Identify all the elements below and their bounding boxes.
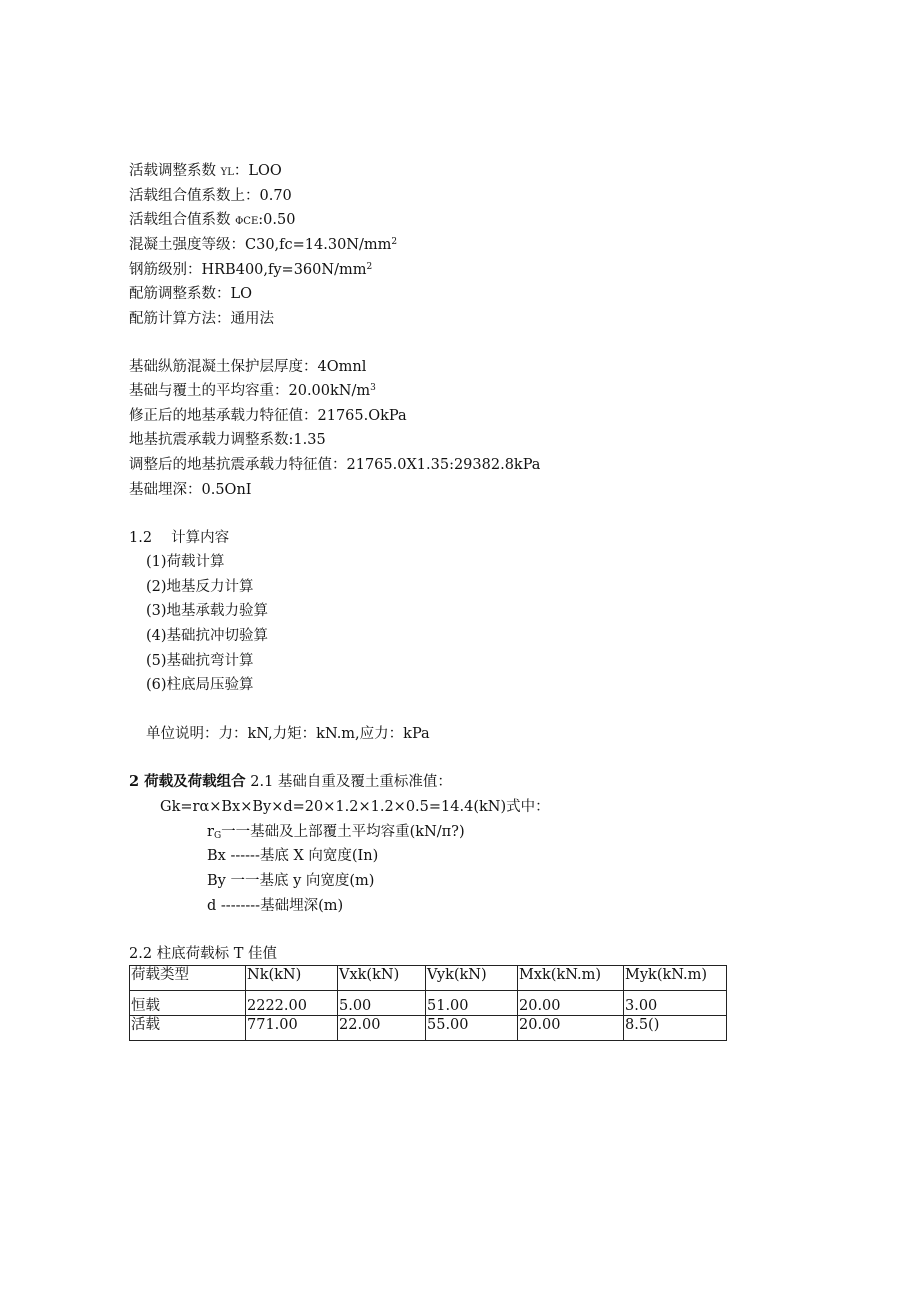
average-unit-weight: 基础与覆土的平均容重：$20.00kN/m^3$	[129, 383, 376, 399]
def-unit-weight: $r_G$一一基础及上部覆土平均容重(kN/π?)	[207, 824, 465, 841]
section-2-heading: 2 荷载及荷载组合 2.1 基础自重及覆土重标准值：	[129, 773, 452, 790]
live-load-combination-factor: 活载组合值系数上：0.70	[129, 188, 292, 204]
table-caption: 2.2 柱底荷载标 T 佳值	[129, 946, 278, 962]
table-cell: 2222.00	[246, 991, 338, 1016]
table-header-cell: Mxk(kN.m)	[518, 966, 624, 991]
adjusted-seismic-capacity: 调整后的地基抗震承载力特征值：21765.0X1.35:29382.8kPa	[129, 457, 541, 473]
table-row	[130, 1016, 727, 1041]
table-header-row	[130, 966, 727, 991]
table-header-cell: Myk(kN.m)	[624, 966, 727, 991]
table-cell: 3.00	[624, 991, 727, 1016]
content-item: (3)地基承载力验算	[146, 603, 269, 619]
units-note: 单位说明：力：kN,力矩：kN.m,应力：kPa	[146, 726, 430, 742]
table-cell: 22.00	[338, 1016, 426, 1041]
content-item: (1)荷载计算	[146, 554, 225, 570]
table-cell: 恒载	[130, 991, 246, 1016]
content-item: (2)地基反力计算	[146, 579, 254, 595]
table-cell: 55.00	[426, 1016, 518, 1041]
foundation-depth: 基础埋深：0.5OnI	[129, 482, 252, 498]
corrected-bearing-capacity: 修正后的地基承载力特征值：21765.OkPa	[129, 408, 407, 424]
table-cell: 771.00	[246, 1016, 338, 1041]
content-item: (6)柱底局压验算	[146, 677, 254, 693]
live-load-combination-factor-ce: 活载组合值系数 ΦCE:0.50	[129, 212, 296, 228]
def-by: By 一一基底 y 向宽度(m)	[207, 873, 375, 889]
table-cell: 20.00	[518, 991, 624, 1016]
section-1-2-heading: 1.2 计算内容	[129, 530, 230, 546]
content-item: (5)基础抗弯计算	[146, 653, 254, 669]
table-header-cell: 荷载类型	[130, 966, 246, 991]
self-weight-formula: Gk=rα×Bx×By×d=20×1.2×1.2×0.5=14.4(kN)式中：	[160, 799, 550, 815]
rebar-cover-thickness: 基础纵筋混凝土保护层厚度：4Omnl	[129, 359, 367, 375]
def-bx: Bx ------基底 X 向宽度(In)	[207, 848, 379, 864]
concrete-grade: 混凝土强度等级：$C30,fc=14.30N/mm^2$	[129, 237, 398, 253]
table-header-cell: Nk(kN)	[246, 966, 338, 991]
load-table	[129, 965, 727, 1041]
content-item: (4)基础抗冲切验算	[146, 628, 269, 644]
table-cell: 8.5()	[624, 1016, 727, 1041]
seismic-adjust-factor: 地基抗震承载力调整系数:1.35	[129, 432, 326, 448]
table-cell: 51.00	[426, 991, 518, 1016]
reinforcement-adjust-factor: 配筋调整系数：LO	[129, 286, 253, 302]
table-header-cell: Vxk(kN)	[338, 966, 426, 991]
live-load-adjust-factor: 活载调整系数 YL：LOO	[129, 163, 282, 179]
table-cell: 活载	[130, 1016, 246, 1041]
def-d: d --------基础埋深(m)	[207, 898, 344, 914]
table-cell: 5.00	[338, 991, 426, 1016]
reinforcement-method: 配筋计算方法：通用法	[129, 311, 274, 327]
table-row	[130, 991, 727, 1016]
table-cell: 20.00	[518, 1016, 624, 1041]
table-header-cell: Vyk(kN)	[426, 966, 518, 991]
rebar-grade: 钢筋级别：$HRB400,fy=360N/mm^2$	[129, 262, 373, 278]
